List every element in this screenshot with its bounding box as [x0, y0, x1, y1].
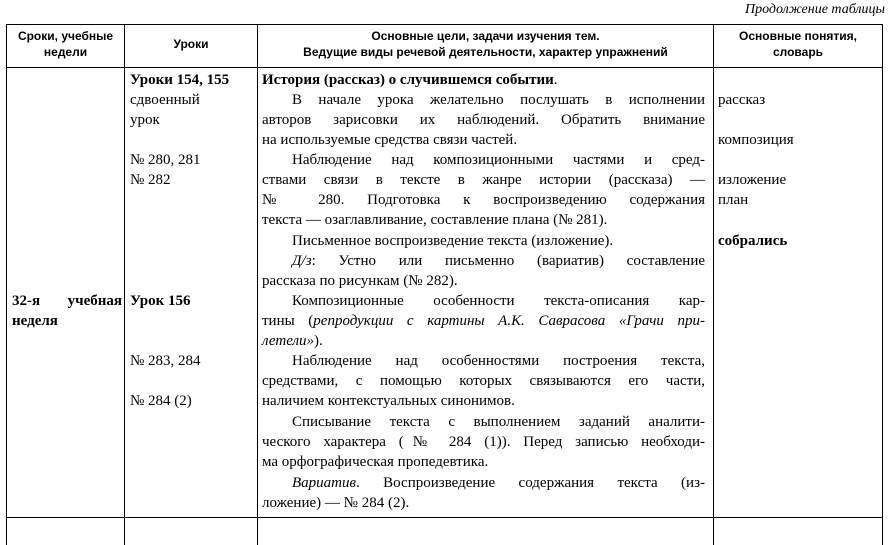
table-top-border: [6, 24, 882, 25]
week-label-line1: 32-я учебная: [12, 293, 122, 309]
header-bottom-border: [6, 67, 882, 68]
lesson-title-154-155: Уроки 154, 155: [130, 72, 230, 88]
term-izlozhenie: изложение: [718, 172, 787, 188]
term-kompoziciya: композиция: [718, 132, 794, 148]
content-variant-line: Вариатив. Воспроизведение содержания текста (из-: [292, 475, 705, 491]
col-border-right: [882, 24, 883, 545]
content-line: рассказа по рисункам (№ 282).: [262, 273, 458, 289]
lesson-exercises-283-284: № 283, 284: [130, 353, 201, 369]
content-topic-heading: История (рассказ) о случившемся событии.: [262, 72, 558, 88]
table-continuation-caption: Продолжение таблицы: [744, 2, 885, 17]
content-painting-line: летели»).: [262, 333, 323, 349]
term-plan: план: [718, 192, 749, 208]
content-line: ческого характера (№ 284 (1)). Перед записью необходи-: [262, 434, 705, 450]
content-line: ствами связи в тексте в жанре истории (рассказа) —: [262, 172, 705, 188]
lesson-note-line2: урок: [130, 112, 160, 128]
header-col-concepts: Основные понятия, словарь: [739, 29, 857, 59]
lesson-title-156: Урок 156: [130, 293, 191, 309]
col-border-2: [257, 24, 258, 545]
content-line: Наблюдение над особенностями построения текста,: [292, 353, 705, 369]
content-painting-line: тины (репродукции с картины А.К. Саврасова «Грачи при-: [262, 313, 705, 329]
lesson-note-line1: сдвоенный: [130, 92, 200, 108]
header-col-goals: Основные цели, задачи изучения тем. Ведущие виды речевой деятельности, характер упражнений: [303, 29, 668, 59]
content-line: текста — озаглавливание, составление плана (№ 281).: [262, 212, 608, 228]
lesson-exercises-280-281: № 280, 281: [130, 152, 201, 168]
row-bottom-border: [6, 517, 882, 518]
col-border-left: [6, 24, 7, 545]
content-line: наличием контекстуальных синонимов.: [262, 393, 515, 409]
week-label-line2: неделя: [12, 313, 58, 329]
lesson-exercise-282: № 282: [130, 172, 171, 188]
content-line: на используемые средства связи частей.: [262, 132, 518, 148]
content-line: ма орфографическая пропедевтика.: [262, 454, 489, 470]
content-homework-line: Д/з: Устно или письменно (вариатив) составление: [292, 253, 705, 269]
header-col-lessons: Уроки: [173, 37, 209, 51]
term-rasskaz: рассказ: [718, 92, 766, 108]
content-line: Списывание текста с выполнением заданий аналити-: [292, 414, 705, 430]
header-col-term: Сроки, учебные недели: [17, 29, 114, 59]
vocab-sobralis: собрались: [718, 233, 788, 249]
content-line: В начале урока желательно послушать в исполнении: [292, 92, 705, 108]
col-border-3: [713, 24, 714, 545]
content-line: ложение) — № 284 (2).: [262, 495, 410, 511]
content-line: авторов зарисовки их наблюдений. Обратить внимание: [262, 112, 705, 128]
content-line: Письменное воспроизведение текста (изложение).: [292, 233, 614, 249]
lesson-exercise-284-2: № 284 (2): [130, 393, 192, 409]
col-border-1: [124, 24, 125, 545]
content-line: средствами, с помощью которых связываются его части,: [262, 373, 705, 389]
content-line: № 280. Подготовка к воспроизведению содержания: [262, 192, 705, 208]
content-line: Композиционные особенности текста-описания кар-: [292, 293, 705, 309]
content-line: Наблюдение над композиционными частями и сред-: [292, 152, 705, 168]
